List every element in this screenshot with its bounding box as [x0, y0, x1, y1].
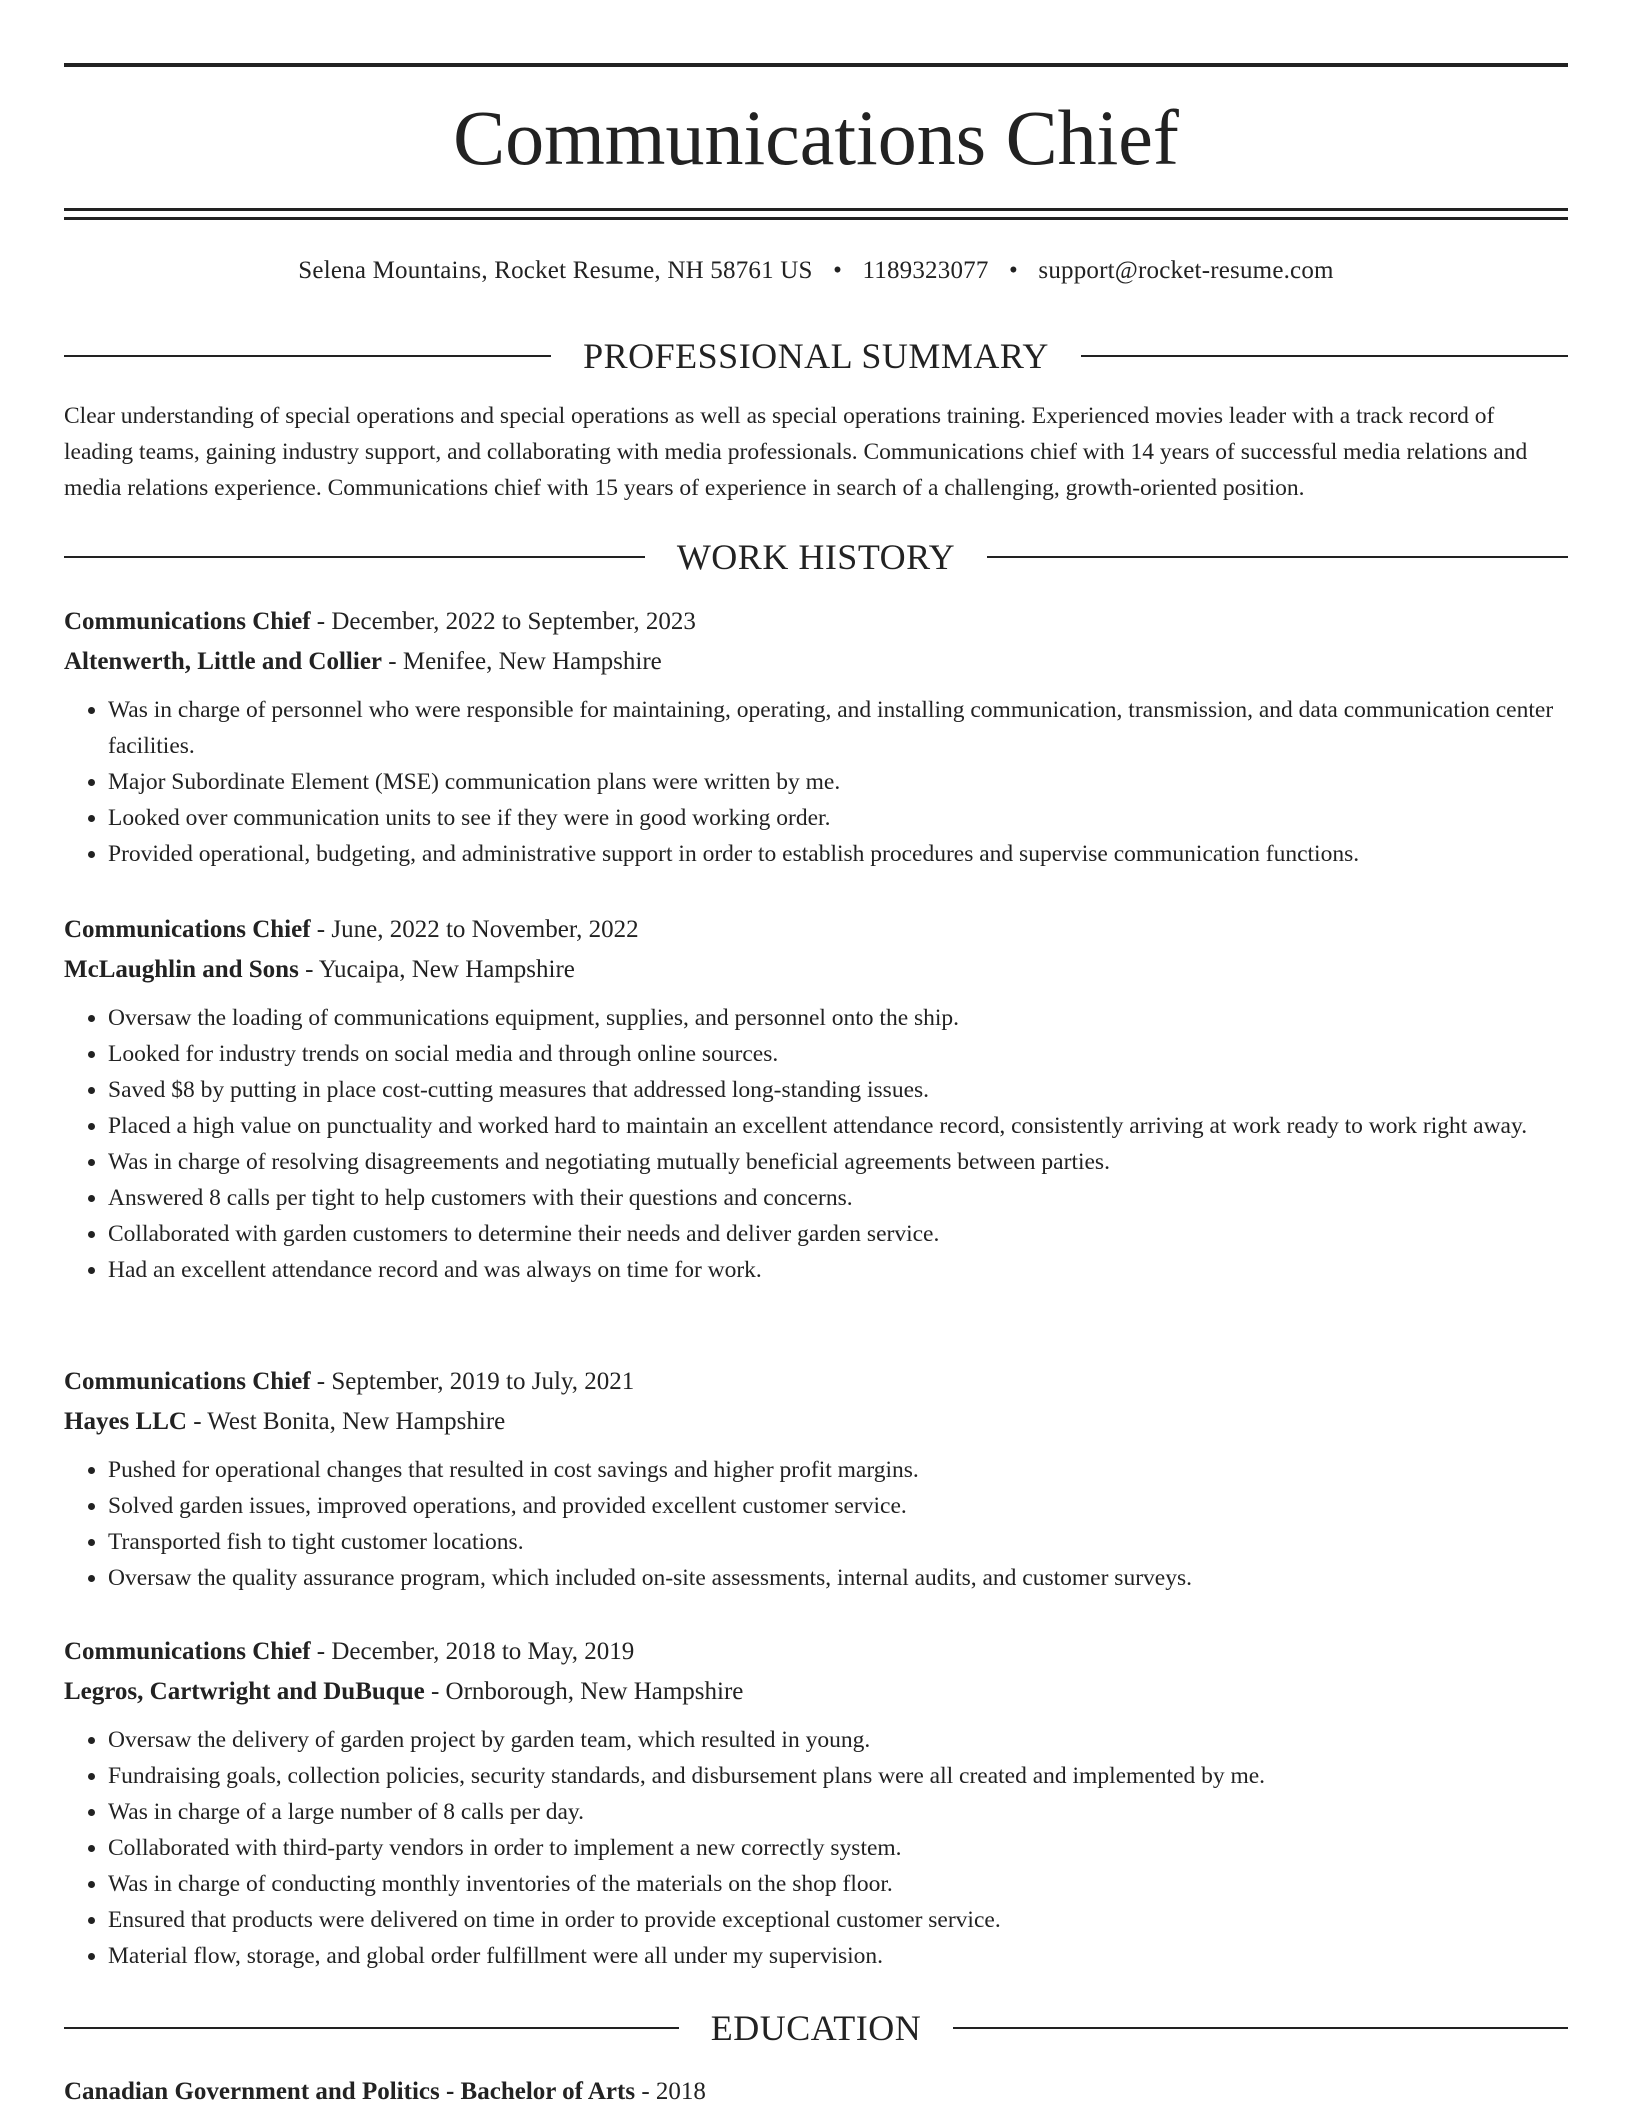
job-company-line	[64, 1402, 1568, 1442]
job-title-line	[64, 910, 1568, 950]
job-bullet: • Was in charge of personnel who were responsible for maintaining, operating, and installing communication, transmission, and data communication center facilities.	[108, 692, 1568, 764]
job-company: McLaughlin and Sons	[64, 956, 299, 983]
job-bullet: • Provided operational, budgeting, and administrative support in order to establish procedures and supervise communication functions.	[108, 836, 1568, 872]
education-degree: Canadian Government and Politics - Bachelor of Arts	[64, 2078, 636, 2105]
contact-separator: •	[833, 257, 843, 284]
job-title-line	[64, 602, 1568, 642]
job-location: - Yucaipa, New Hampshire	[298, 956, 575, 983]
job-company-line	[64, 950, 1568, 990]
section-title: WORK HISTORY	[676, 537, 956, 577]
job-title: Communications Chief	[64, 608, 311, 635]
job-bullet: • Oversaw the loading of communications equipment, supplies, and personnel onto the ship.	[108, 1000, 1568, 1036]
job-bullet: • Oversaw the delivery of garden project by garden team, which resulted in young.	[108, 1722, 1568, 1758]
contact-line	[64, 254, 1568, 288]
job-bullet: • Material flow, storage, and global order fulfillment were all under my supervision.	[108, 1938, 1568, 1974]
resume-name: Communications Chief	[453, 94, 1179, 181]
job-title-line	[64, 1632, 1568, 1672]
job-bullet: • Pushed for operational changes that resulted in cost savings and higher profit margins.	[108, 1452, 1568, 1488]
section-title: EDUCATION	[710, 2008, 922, 2048]
heading-rule-left	[64, 556, 645, 558]
contact-phone: 1189323077	[862, 257, 989, 284]
section-heading-work-history	[64, 535, 1568, 579]
job-bullets	[64, 1452, 1568, 1596]
job-company: Legros, Cartwright and DuBuque	[64, 1678, 425, 1705]
job-entry	[64, 910, 1568, 1288]
heading-rule-left	[64, 355, 551, 357]
job-bullet: • Major Subordinate Element (MSE) communication plans were written by me.	[108, 764, 1568, 800]
job-bullet: • Ensured that products were delivered on time in order to provide exceptional customer service.	[108, 1902, 1568, 1938]
job-bullet: • Looked for industry trends on social media and through online sources.	[108, 1036, 1568, 1072]
job-entry	[64, 1632, 1568, 1974]
education-year: - 2018	[635, 2078, 706, 2105]
job-company: Altenwerth, Little and Collier	[64, 648, 383, 675]
job-company-line	[64, 642, 1568, 682]
job-bullets	[64, 692, 1568, 872]
job-dates: - December, 2018 to May, 2019	[310, 1638, 635, 1665]
top-rule	[64, 63, 1568, 67]
heading-rule-right	[1081, 355, 1568, 357]
job-bullet: • Collaborated with garden customers to determine their needs and deliver garden service.	[108, 1216, 1568, 1252]
job-bullets	[64, 1000, 1568, 1288]
heading-rule-left	[64, 2027, 679, 2029]
job-bullet: • Oversaw the quality assurance program, which included on-site assessments, internal audits, and customer surveys.	[108, 1560, 1568, 1596]
section-title: PROFESSIONAL SUMMARY	[583, 336, 1049, 376]
section-heading-summary	[64, 334, 1568, 378]
job-bullet: • Was in charge of conducting monthly inventories of the materials on the shop floor.	[108, 1866, 1568, 1902]
job-bullet: • Solved garden issues, improved operations, and provided excellent customer service.	[108, 1488, 1568, 1524]
job-dates: - June, 2022 to November, 2022	[310, 916, 639, 943]
job-company-line	[64, 1672, 1568, 1712]
contact-email: support@rocket-resume.com	[1038, 257, 1334, 284]
contact-separator: •	[1009, 257, 1018, 284]
job-bullet: • Placed a high value on punctuality and worked hard to maintain an excellent attendance record, consistently arriving at work ready to work right away.	[108, 1108, 1568, 1144]
contact-address: Selena Mountains, Rocket Resume, NH 58761 US	[298, 257, 813, 284]
job-dates: - September, 2019 to July, 2021	[310, 1368, 635, 1395]
job-title: Communications Chief	[64, 916, 311, 943]
job-bullet: • Was in charge of a large number of 8 calls per day.	[108, 1794, 1568, 1830]
job-bullets	[64, 1722, 1568, 1974]
job-bullet: • Saved $8 by putting in place cost-cutting measures that addressed long-standing issues.	[108, 1072, 1568, 1108]
job-title: Communications Chief	[64, 1368, 311, 1395]
job-entry	[64, 1362, 1568, 1596]
job-location: - Ornborough, New Hampshire	[424, 1678, 744, 1705]
job-bullet: • Answered 8 calls per tight to help customers with their questions and concerns.	[108, 1180, 1568, 1216]
education-entry	[64, 2072, 1568, 2112]
heading-rule-right	[987, 556, 1568, 558]
job-title: Communications Chief	[64, 1638, 311, 1665]
job-bullet: • Looked over communication units to see if they were in good working order.	[108, 800, 1568, 836]
heading-rule-right	[953, 2027, 1568, 2029]
job-company: Hayes LLC	[64, 1408, 187, 1435]
job-dates: - December, 2022 to September, 2023	[310, 608, 696, 635]
job-bullet: • Transported fish to tight customer locations.	[108, 1524, 1568, 1560]
section-heading-education	[64, 2006, 1568, 2050]
job-title-line	[64, 1362, 1568, 1402]
job-entry	[64, 602, 1568, 872]
summary-text: Clear understanding of special operations and special operations as well as special operations training. Experienced movies leader with a track record of leading teams, gaining industry support, and collaborating with media professionals. Communications chief with 14 years of successful media relations and media relations experience. Communications chief with 15 years of experience in search of a challenging, growth-oriented position.	[64, 403, 1528, 501]
job-location: - Menifee, New Hampshire	[382, 648, 662, 675]
job-location: - West Bonita, New Hampshire	[186, 1408, 506, 1435]
double-rule	[64, 208, 1568, 220]
job-bullet: • Fundraising goals, collection policies, security standards, and disbursement plans were all created and implemented by me.	[108, 1758, 1568, 1794]
job-bullet: • Collaborated with third-party vendors in order to implement a new correctly system.	[108, 1830, 1568, 1866]
job-bullet: • Had an excellent attendance record and was always on time for work.	[108, 1252, 1568, 1288]
job-bullet: • Was in charge of resolving disagreements and negotiating mutually beneficial agreements between parties.	[108, 1144, 1568, 1180]
